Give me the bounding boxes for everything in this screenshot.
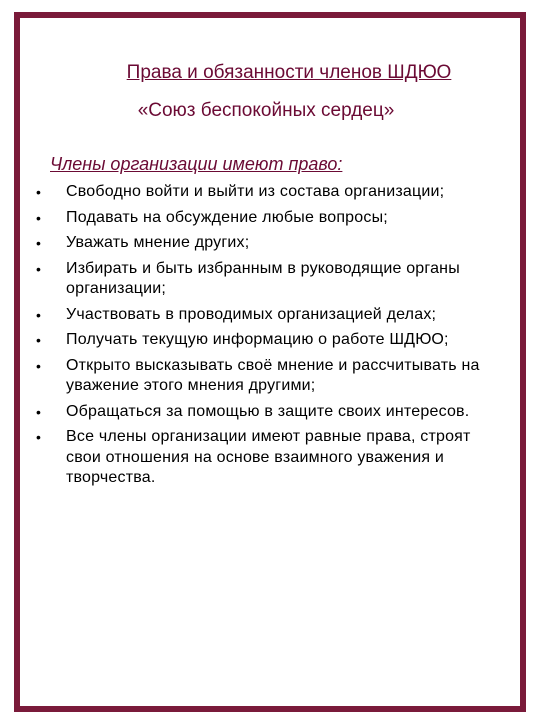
list-item	[32, 208, 502, 229]
rights-list	[32, 182, 502, 494]
list-item	[32, 427, 502, 489]
title-line-1-text: Права и обязанности членов ШДЮО	[126, 62, 452, 83]
bullet-icon: •	[36, 429, 42, 445]
list-item	[32, 305, 502, 326]
list-item-text: Избирать и быть избранным в руководящие органы организации;	[66, 259, 460, 297]
bullet-icon: •	[36, 209, 42, 226]
bullet-icon: •	[36, 357, 42, 374]
bullet-icon: •	[36, 260, 42, 277]
subheading-text: Члены организации имеют право:	[50, 154, 343, 174]
list-item-text: Все члены организации имеют равные права, строят свои отношения на основе взаимного уважения и творчества.	[66, 428, 471, 486]
list-item-text: Обращаться за помощью в защите своих интересов.	[66, 402, 470, 420]
bullet-icon: •	[36, 306, 42, 323]
list-item-text: Получать текущую информацию о работе ШДЮО;	[66, 331, 449, 348]
bullet-icon: •	[36, 332, 42, 348]
title-line-1	[58, 60, 520, 86]
list-item-text: Подавать на обсуждение любые вопросы;	[66, 208, 388, 226]
list-item	[32, 233, 502, 254]
subheading	[50, 152, 342, 176]
bullet-icon: •	[36, 403, 42, 420]
list-item	[32, 402, 502, 423]
list-item	[32, 330, 502, 351]
title-line-2: «Союз беспокойных сердец»	[137, 100, 395, 121]
list-item-text: Участвовать в проводимых организацией делах;	[66, 305, 437, 323]
bullet-icon: •	[36, 184, 42, 200]
list-item	[32, 356, 502, 397]
list-item-text: Свободно войти и выйти из состава организации;	[66, 183, 445, 200]
list-item	[32, 182, 502, 203]
list-item	[32, 259, 502, 300]
slide-frame	[14, 12, 526, 712]
bullet-icon: •	[36, 235, 42, 251]
list-item-text: Открыто высказывать своё мнение и рассчитывать на уважение этого мнения другими;	[66, 356, 480, 394]
list-item-text: Уважать мнение других;	[66, 234, 250, 251]
